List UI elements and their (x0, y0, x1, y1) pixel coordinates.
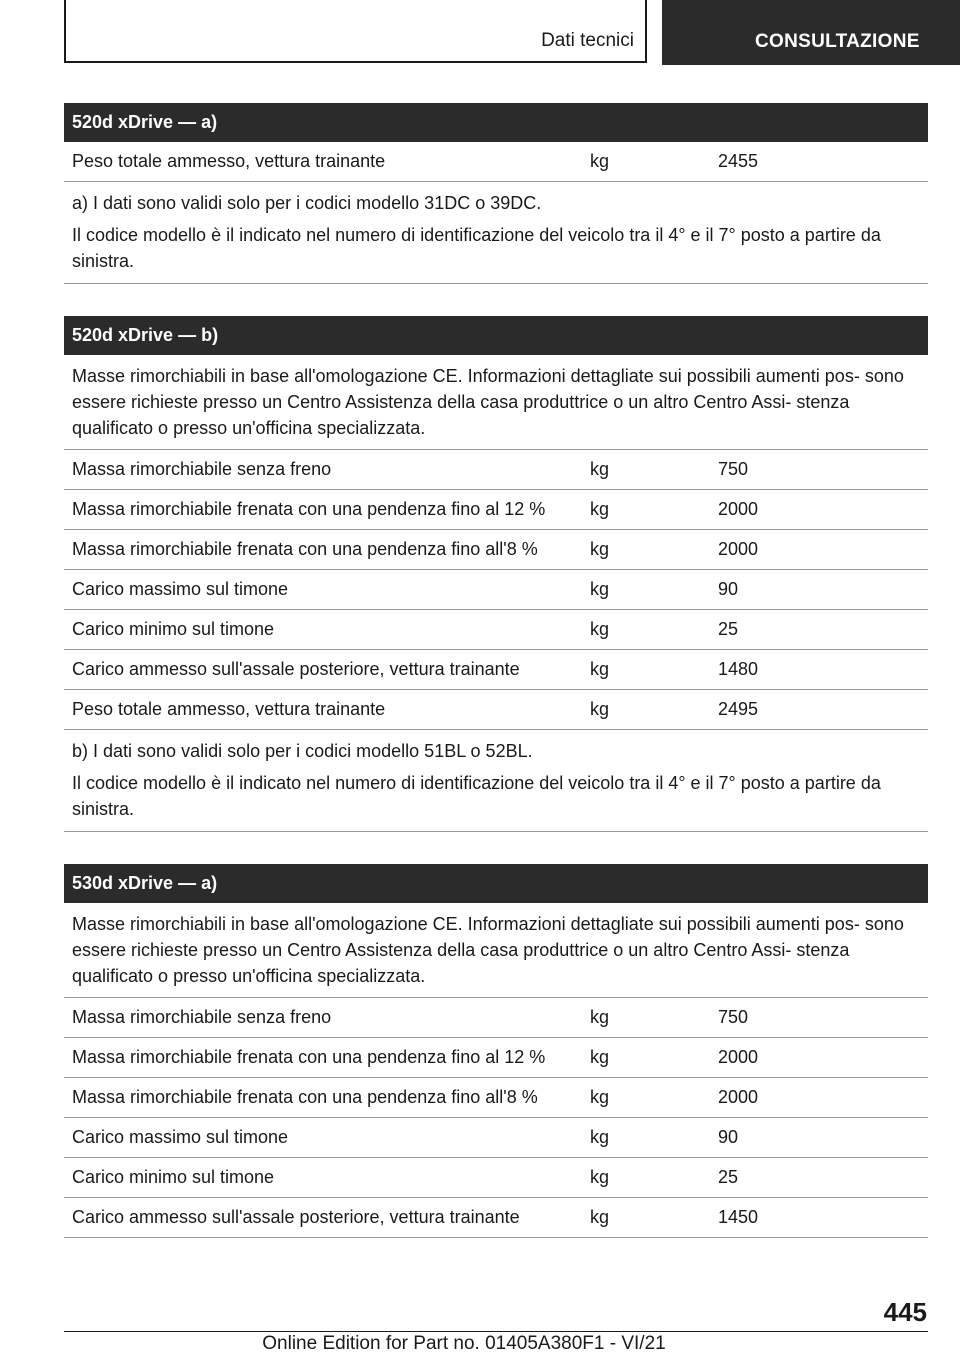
row-unit: kg (590, 1207, 610, 1227)
row-value: 2000 (718, 1087, 759, 1107)
row-unit: kg (590, 1047, 610, 1067)
footer-divider (64, 1331, 928, 1332)
row-value: 90 (718, 1127, 739, 1147)
row-label: Carico minimo sul timone (72, 1167, 275, 1187)
row-value: 1450 (718, 1207, 759, 1227)
row-label: Massa rimorchiabile frenata con una pendenza fino all'8 % (72, 1087, 538, 1107)
row-value: 2495 (718, 699, 759, 719)
table-intro: Masse rimorchiabili in base all'omologazione CE. Informazioni dettagliate sui possibili aumenti pos- sono essere richieste presso un Centro Assistenza della casa produttrice o un altro Centro Assi- stenza qualificato o presso un'officina specializzata. (64, 903, 928, 998)
row-value: 2000 (718, 499, 759, 519)
chapter-tab-label: CONSULTAZIONE (755, 31, 920, 52)
row-label: Massa rimorchiabile senza freno (72, 1007, 332, 1027)
footnote: b) I dati sono validi solo per i codici modello 51BL o 52BL. (72, 741, 533, 761)
table-row (64, 570, 928, 610)
footnote: Il codice modello è il indicato nel numero di identificazione del veicolo tra il 4° e il 7° posto a partire da sinistra. (72, 225, 881, 271)
row-unit: kg (590, 151, 610, 171)
row-label: Massa rimorchiabile frenata con una pendenza fino all'8 % (72, 539, 538, 559)
row-value: 2000 (718, 1047, 759, 1067)
table-row (64, 530, 928, 570)
row-unit: kg (590, 499, 610, 519)
row-value: 25 (718, 1167, 739, 1187)
page-content (64, 103, 928, 1270)
table-row (64, 998, 928, 1038)
table-row (64, 490, 928, 530)
table-row (64, 610, 928, 650)
table-row (64, 1198, 928, 1238)
row-label: Massa rimorchiabile frenata con una pendenza fino al 12 % (72, 1047, 546, 1067)
row-value: 750 (718, 1007, 749, 1027)
spec-table (64, 864, 928, 1238)
table-row (64, 650, 928, 690)
table-row (64, 690, 928, 730)
row-unit: kg (590, 579, 610, 599)
row-value: 2000 (718, 539, 759, 559)
page-header (0, 0, 960, 66)
row-unit: kg (590, 1127, 610, 1147)
row-label: Massa rimorchiabile frenata con una pendenza fino al 12 % (72, 499, 546, 519)
row-unit: kg (590, 1007, 610, 1027)
row-value: 2455 (718, 151, 759, 171)
table-notes (64, 730, 928, 832)
row-unit: kg (590, 619, 610, 639)
spec-table (64, 103, 928, 284)
table-intro: Masse rimorchiabili in base all'omologazione CE. Informazioni dettagliate sui possibili aumenti pos- sono essere richieste presso un Centro Assistenza della casa produttrice o un altro Centro Assi- stenza qualificato o presso un'officina specializzata. (64, 355, 928, 450)
table-row (64, 1078, 928, 1118)
row-value: 90 (718, 579, 739, 599)
table-row (64, 142, 928, 182)
row-unit: kg (590, 699, 610, 719)
row-label: Carico ammesso sull'assale posteriore, vettura trainante (72, 1207, 520, 1227)
table-title: 520d xDrive — a) (64, 103, 928, 142)
table-row (64, 1118, 928, 1158)
row-unit: kg (590, 659, 610, 679)
row-label: Carico minimo sul timone (72, 619, 275, 639)
row-unit: kg (590, 539, 610, 559)
row-label: Carico massimo sul timone (72, 1127, 289, 1147)
table-row (64, 1038, 928, 1078)
footer-edition: Online Edition for Part no. 01405A380F1 - VI/21 (262, 1333, 666, 1354)
row-label: Carico ammesso sull'assale posteriore, vettura trainante (72, 659, 520, 679)
row-label: Peso totale ammesso, vettura trainante (72, 151, 386, 171)
row-unit: kg (590, 459, 610, 479)
row-label: Massa rimorchiabile senza freno (72, 459, 332, 479)
row-value: 25 (718, 619, 739, 639)
section-title: Dati tecnici (541, 30, 634, 51)
table-row (64, 450, 928, 490)
spec-table (64, 316, 928, 832)
row-label: Carico massimo sul timone (72, 579, 289, 599)
table-notes (64, 182, 928, 284)
row-label: Peso totale ammesso, vettura trainante (72, 699, 386, 719)
row-unit: kg (590, 1167, 610, 1187)
table-title: 520d xDrive — b) (64, 316, 928, 355)
page-number: 445 (883, 1297, 927, 1327)
table-title: 530d xDrive — a) (64, 864, 928, 903)
row-value: 1480 (718, 659, 759, 679)
table-row (64, 1158, 928, 1198)
row-unit: kg (590, 1087, 610, 1107)
footnote: a) I dati sono validi solo per i codici modello 31DC o 39DC. (72, 193, 542, 213)
footnote: Il codice modello è il indicato nel numero di identificazione del veicolo tra il 4° e il 7° posto a partire da sinistra. (72, 773, 881, 819)
row-value: 750 (718, 459, 749, 479)
chapter-tab (662, 0, 960, 65)
